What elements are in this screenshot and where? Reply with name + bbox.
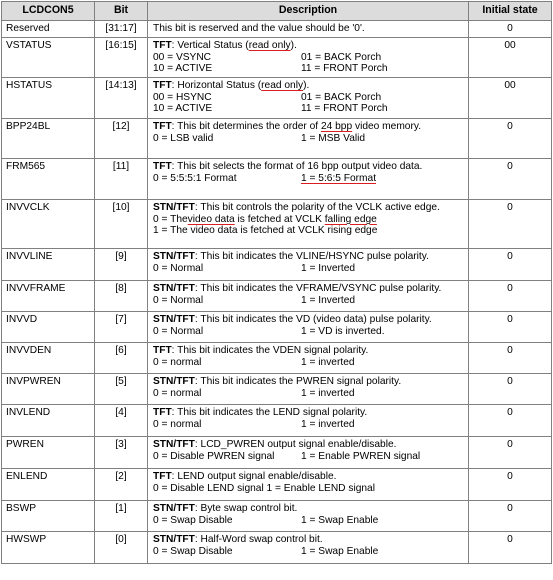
initial-state-value: 0 xyxy=(469,343,552,374)
bit-range: [11] xyxy=(95,159,148,200)
description-main-line xyxy=(153,283,468,295)
register-field-name: BSWP xyxy=(2,501,95,532)
option-line xyxy=(153,546,468,558)
option-value-left: 0 = Disable PWREN signal xyxy=(153,450,275,462)
description-text: : Vertical Status ( xyxy=(171,40,249,51)
description-main-line xyxy=(153,251,468,263)
mode-prefix: TFT xyxy=(153,471,172,482)
header-register-name: LCDCON5 xyxy=(2,2,95,21)
option-value-right: 1 = Swap Enable xyxy=(301,545,379,557)
option-line xyxy=(153,451,468,463)
initial-state-value: 00 xyxy=(469,78,552,119)
initial-state-value: 0 xyxy=(469,501,552,532)
description-text: : This bit indicates the VLINE/HSYNC pulse polarity. xyxy=(194,251,429,262)
description-main-line xyxy=(153,23,468,35)
table-row xyxy=(2,21,552,38)
option-value-right: 1 = MSB Valid xyxy=(301,132,366,144)
field-description xyxy=(148,437,469,469)
description-text: : This bit indicates the LEND signal polarity. xyxy=(171,407,368,418)
description-main-line xyxy=(153,80,468,92)
description-text-tail: video memory. xyxy=(352,121,422,132)
mode-prefix: STN/TFT xyxy=(153,251,195,262)
register-field-name: INVPWREN xyxy=(2,374,95,405)
description-main-line xyxy=(153,121,468,133)
field-description xyxy=(148,312,469,343)
mode-prefix: STN/TFT xyxy=(153,503,195,514)
bit-range: [8] xyxy=(95,281,148,312)
option-line xyxy=(153,515,468,527)
option-value-right: 1 = Enable PWREN signal xyxy=(301,450,421,462)
option-value-right: 1 = Inverted xyxy=(301,262,356,274)
bit-range: [14:13] xyxy=(95,78,148,119)
initial-state-value: 0 xyxy=(469,532,552,564)
description-emphasis: read only xyxy=(248,40,291,51)
description-text-tail: ). xyxy=(290,40,297,51)
description-text: : Byte swap control bit. xyxy=(194,503,298,514)
option-value-right: 11 = FRONT Porch xyxy=(301,63,388,75)
option-emphasis: video data xyxy=(187,213,235,225)
register-field-name: FRM565 xyxy=(2,159,95,200)
field-description xyxy=(148,469,469,501)
option-line xyxy=(153,388,468,400)
register-field-name: HWSWP xyxy=(2,532,95,564)
mode-prefix: TFT xyxy=(153,40,172,51)
field-description xyxy=(148,21,469,38)
option-value-right: 11 = FRONT Porch xyxy=(301,103,388,115)
initial-state-value: 0 xyxy=(469,437,552,469)
register-field-name: Reserved xyxy=(2,21,95,38)
description-text: : This bit controls the polarity of the VCLK active edge. xyxy=(194,202,440,213)
option-text: is fetched at VCLK xyxy=(234,213,325,225)
option-line xyxy=(153,214,468,226)
table-row xyxy=(2,249,552,281)
option-value-left: 0 = normal xyxy=(153,418,202,430)
option-line xyxy=(153,225,468,237)
field-description xyxy=(148,532,469,564)
table-row xyxy=(2,38,552,78)
mode-prefix: TFT xyxy=(153,161,172,172)
mode-prefix: TFT xyxy=(153,345,172,356)
field-description xyxy=(148,501,469,532)
option-value-left: 0 = normal xyxy=(153,387,202,399)
description-main-line xyxy=(153,314,468,326)
mode-prefix: STN/TFT xyxy=(153,202,195,213)
option-line xyxy=(153,173,468,185)
bit-range: [3] xyxy=(95,437,148,469)
option-line xyxy=(153,103,468,115)
table-row xyxy=(2,405,552,437)
option-value-left: 0 = Swap Disable xyxy=(153,514,233,526)
description-main-line xyxy=(153,534,468,546)
register-field-name: ENLEND xyxy=(2,469,95,501)
description-main-line xyxy=(153,471,468,483)
option-line xyxy=(153,92,468,104)
header-description: Description xyxy=(148,2,469,21)
mode-prefix: STN/TFT xyxy=(153,314,195,325)
option-value-left: 0 = LSB valid xyxy=(153,132,214,144)
description-text: : This bit indicates the VFRAME/VSYNC pulse polarity. xyxy=(194,283,442,294)
mode-prefix: TFT xyxy=(153,121,172,132)
register-field-name: VSTATUS xyxy=(2,38,95,78)
option-value-left: 0 = Normal xyxy=(153,294,204,306)
description-text: This bit is reserved and the value should be '0'. xyxy=(153,23,365,34)
table-row xyxy=(2,200,552,249)
option-value-left: 10 = ACTIVE xyxy=(153,103,213,115)
table-row xyxy=(2,501,552,532)
description-emphasis: read only xyxy=(261,80,304,91)
field-description xyxy=(148,343,469,374)
option-value-right: 1 = 5:6:5 Format xyxy=(301,172,377,184)
option-value-right: 1 = Swap Enable xyxy=(301,514,379,526)
bit-range: [9] xyxy=(95,249,148,281)
table-row xyxy=(2,119,552,159)
description-main-line xyxy=(153,376,468,388)
option-text: 0 = Disable LEND signal 1 = Enable LEND signal xyxy=(153,482,375,494)
option-value-left: 0 = Swap Disable xyxy=(153,545,233,557)
option-value-right: 1 = inverted xyxy=(301,418,355,430)
option-value-right: 1 = inverted xyxy=(301,356,355,368)
option-value-left: 0 = normal xyxy=(153,356,202,368)
initial-state-value: 0 xyxy=(469,119,552,159)
option-value-right: 1 = VD is inverted. xyxy=(301,325,385,337)
option-value-left: 00 = VSYNC xyxy=(153,51,212,63)
initial-state-value: 0 xyxy=(469,405,552,437)
option-text: 1 = The video data is fetched at VCLK rising edge xyxy=(153,225,378,237)
description-text: : This bit indicates the VDEN signal polarity. xyxy=(171,345,369,356)
table-row xyxy=(2,469,552,501)
table-row xyxy=(2,343,552,374)
table-row xyxy=(2,532,552,564)
description-text: : This bit indicates the PWREN signal polarity. xyxy=(194,376,402,387)
description-main-line xyxy=(153,40,468,52)
register-field-name: BPP24BL xyxy=(2,119,95,159)
option-line xyxy=(153,52,468,64)
option-line xyxy=(153,483,468,495)
bit-range: [4] xyxy=(95,405,148,437)
description-main-line xyxy=(153,161,468,173)
bit-range: [5] xyxy=(95,374,148,405)
field-description xyxy=(148,405,469,437)
option-value-left: 0 = 5:5:5:1 Format xyxy=(153,172,237,184)
initial-state-value: 0 xyxy=(469,281,552,312)
initial-state-value: 0 xyxy=(469,312,552,343)
header-initial-state: Initial state xyxy=(469,2,552,21)
description-text: : This bit indicates the VD (video data) pulse polarity. xyxy=(194,314,432,325)
bit-range: [10] xyxy=(95,200,148,249)
bit-range: [6] xyxy=(95,343,148,374)
description-text: : Horizontal Status ( xyxy=(171,80,262,91)
register-field-name: INVVLINE xyxy=(2,249,95,281)
option-line xyxy=(153,63,468,75)
option-value-left: 0 = Normal xyxy=(153,325,204,337)
option-line xyxy=(153,357,468,369)
bit-range: [1] xyxy=(95,501,148,532)
initial-state-value: 0 xyxy=(469,249,552,281)
table-row xyxy=(2,159,552,200)
initial-state-value: 0 xyxy=(469,374,552,405)
field-description xyxy=(148,119,469,159)
initial-state-value: 00 xyxy=(469,38,552,78)
table-row xyxy=(2,374,552,405)
description-text: : This bit selects the format of 16 bpp output video data. xyxy=(171,161,423,172)
register-field-name: PWREN xyxy=(2,437,95,469)
description-text-tail: ). xyxy=(303,80,310,91)
field-description xyxy=(148,374,469,405)
field-description xyxy=(148,78,469,119)
mode-prefix: STN/TFT xyxy=(153,534,195,545)
initial-state-value: 0 xyxy=(469,21,552,38)
register-field-name: INVVCLK xyxy=(2,200,95,249)
register-field-name: HSTATUS xyxy=(2,78,95,119)
option-text: 0 = The xyxy=(153,213,188,225)
bit-range: [0] xyxy=(95,532,148,564)
description-main-line xyxy=(153,407,468,419)
mode-prefix: TFT xyxy=(153,407,172,418)
option-line xyxy=(153,133,468,145)
field-description xyxy=(148,249,469,281)
initial-state-value: 0 xyxy=(469,200,552,249)
description-text: : This bit determines the order of xyxy=(171,121,321,132)
mode-prefix: STN/TFT xyxy=(153,376,195,387)
register-field-name: INVLEND xyxy=(2,405,95,437)
initial-state-value: 0 xyxy=(469,469,552,501)
option-value-right: 01 = BACK Porch xyxy=(301,51,382,63)
lcdcon5-register-table xyxy=(1,1,552,564)
table-row xyxy=(2,312,552,343)
header-bit: Bit xyxy=(95,2,148,21)
header-row xyxy=(2,2,552,21)
field-description xyxy=(148,38,469,78)
option-value-right: 1 = Inverted xyxy=(301,294,356,306)
option-value-left: 0 = Normal xyxy=(153,262,204,274)
table-row xyxy=(2,78,552,119)
option-line xyxy=(153,263,468,275)
mode-prefix: STN/TFT xyxy=(153,283,195,294)
register-field-name: INVVFRAME xyxy=(2,281,95,312)
bit-range: [7] xyxy=(95,312,148,343)
bit-range: [2] xyxy=(95,469,148,501)
field-description xyxy=(148,159,469,200)
initial-state-value: 0 xyxy=(469,159,552,200)
register-field-name: INVVDEN xyxy=(2,343,95,374)
table-row xyxy=(2,437,552,469)
option-line xyxy=(153,326,468,338)
description-emphasis: 24 bpp xyxy=(320,121,353,132)
description-text: : LEND output signal enable/disable. xyxy=(171,471,337,482)
field-description xyxy=(148,200,469,249)
register-field-name: INVVD xyxy=(2,312,95,343)
option-value-left: 10 = ACTIVE xyxy=(153,63,213,75)
bit-range: [31:17] xyxy=(95,21,148,38)
register-table-container xyxy=(1,1,552,564)
option-value-right: 1 = inverted xyxy=(301,387,355,399)
table-row xyxy=(2,281,552,312)
description-main-line xyxy=(153,345,468,357)
option-line xyxy=(153,419,468,431)
description-main-line xyxy=(153,439,468,451)
mode-prefix: TFT xyxy=(153,80,172,91)
field-description xyxy=(148,281,469,312)
description-main-line xyxy=(153,202,468,214)
table-body xyxy=(2,21,552,564)
description-text: : Half-Word swap control bit. xyxy=(194,534,323,545)
description-text: : LCD_PWREN output signal enable/disable. xyxy=(194,439,397,450)
bit-range: [12] xyxy=(95,119,148,159)
description-main-line xyxy=(153,503,468,515)
mode-prefix: STN/TFT xyxy=(153,439,195,450)
option-value-left: 00 = HSYNC xyxy=(153,91,212,103)
bit-range: [16:15] xyxy=(95,38,148,78)
option-line xyxy=(153,295,468,307)
option-value-right: 01 = BACK Porch xyxy=(301,91,382,103)
option-emphasis: falling edge xyxy=(324,213,377,225)
